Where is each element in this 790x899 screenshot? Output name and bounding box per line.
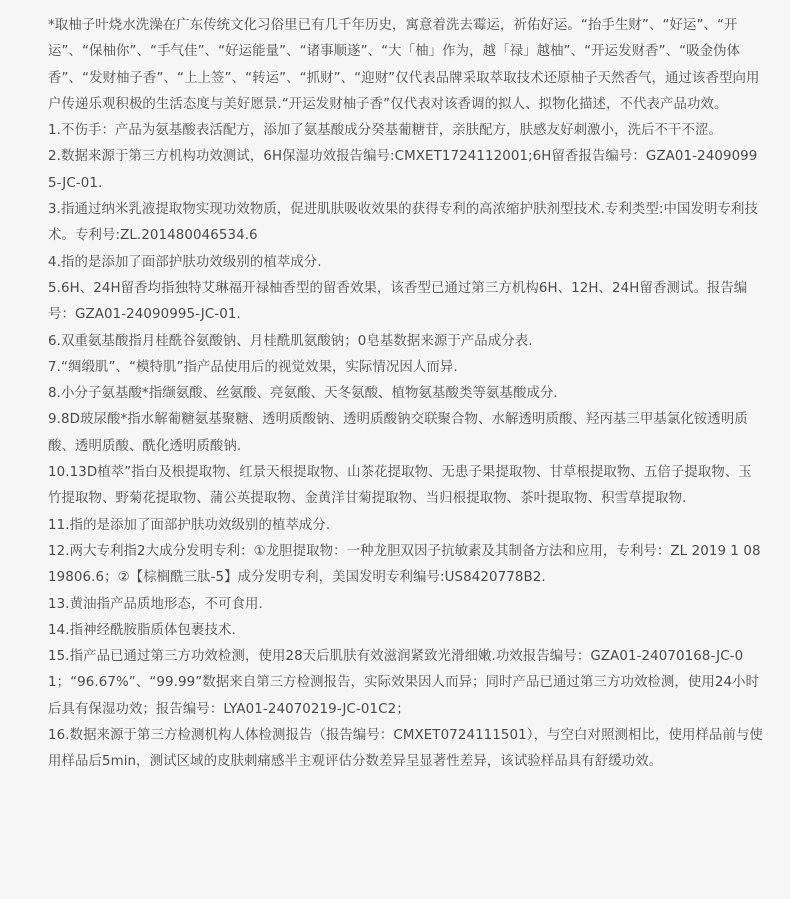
footnote-9: 9.8D玻尿酸*指水解葡糖氨基聚糖、透明质酸钠、透明质酸钠交联聚合物、水解透明质酸、羟丙基三甲基氯化铵透明质酸、透明质酸、酰化透明质酸钠. xyxy=(48,412,748,454)
footnote-5: 5.6H、24H留香均指独特艾琳福开禄柚香型的留香效果，该香型已通过第三方机构6H、12H、24H留香测试。报告编号：GZA01-24090995-JC-01. xyxy=(48,280,748,323)
footnote-8: 8.小分子氨基酸*指缬氨酸、丝氨酸、亮氨酸、天冬氨酸、植物氨基酸类等氨基酸成分. xyxy=(48,386,558,402)
intro-paragraph: *取柚子叶烧水洗澡在广东传统文化习俗里已有几千年历史，寓意着洗去霉运，祈佑好运。“抬手生财”、“好运”、“开运”、“保柚你”、“手气佳”、“好运能量”、“诸事顺遂”、“大「柚」作为，越「禄」越柚”、“开运发财香”、“吸金伪体香”、“发财柚子香”、“上上签”、“转运”、“抓财”、“迎财”仅代表品牌采取萃取技术还原柚子天然香气，通过该香型向用户传递乐观积极的生活态度与美好愿景.“开运发财柚子香”仅代表对该香调的拟人、拟物化描述，不代表产品功效。 xyxy=(48,18,760,112)
footnote-12: 12.两大专利指2大成分发明专利：①龙胆提取物：一种龙胆双因子抗敏素及其制备方法和应用，专利号：ZL 2019 1 0819806.6；②【棕榈酰三肽-5】成分发明专利，美国发明专利编号:US8420778B2. xyxy=(48,543,761,586)
footnote-3: 3.指通过纳米乳液提取物实现功效物质，促进肌肤吸收效果的获得专利的高浓缩护肤剂型技术.专利类型:中国发明专利技术。专利号:ZL.201480046534.6 xyxy=(48,202,758,244)
footnote-6: 6.双重氨基酸指月桂酰谷氨酸钠、月桂酰肌氨酸钠；0皂基数据来源于产品成分表. xyxy=(48,333,533,349)
footnote-7: 7.“绸缎肌”、“模特肌”指产品使用后的视觉效果，实际情况因人而异. xyxy=(48,359,458,375)
footnote-16: 16.数据来源于第三方检测机构人体检测报告（报告编号：CMXET0724111501），与空白对照测相比，使用样品前与使用样品后5min，测试区域的皮肤刺痛感半主观评估分数差异呈显著性差异，该试验样品具有舒缓功效。 xyxy=(48,728,763,770)
footnote-2: 2.数据来源于第三方机构功效测试，6H保湿功效报告编号:CMXET1724112001;6H留香报告编号：GZA01-24090995-JC-01. xyxy=(48,149,758,191)
footnote-11: 11.指的是添加了面部护肤功效级别的植萃成分. xyxy=(48,517,331,533)
footnote-1: 1.不伤手：产品为氨基酸表活配方，添加了氨基酸成分癸基葡糖苷，亲肤配方，肤感友好刺激小，洗后不干不涩。 xyxy=(48,123,723,139)
footnote-14: 14.指神经酰胺脂质体包裹技术. xyxy=(48,622,236,638)
footnote-10: 10.13D植萃”指白及根提取物、红景天根提取物、山茶花提取物、无患子果提取物、甘草根提取物、五倍子提取物、玉竹提取物、野菊花提取物、蒲公英提取物、金黄洋甘菊提取物、当归根提取物、茶叶提取物、积雪草提取物. xyxy=(48,465,752,507)
footnote-4: 4.指的是添加了面部护肤功效级别的植萃成分. xyxy=(48,254,322,270)
footnote-13: 13.黄油指产品质地形态，不可食用. xyxy=(48,596,263,612)
footnote-15: 15.指产品已通过第三方功效检测，使用28天后肌肤有效滋润紧致光滑细嫩.功效报告编号：GZA01-24070168-JC-01；“96.67%”、“99.99”数据来自第三方检测报告，实际效果因人而异；同时产品已通过第三方功效检测，使用24小时后具有保湿功效；报告编号：LYA01-24070219-JC-01C2； xyxy=(48,649,760,717)
